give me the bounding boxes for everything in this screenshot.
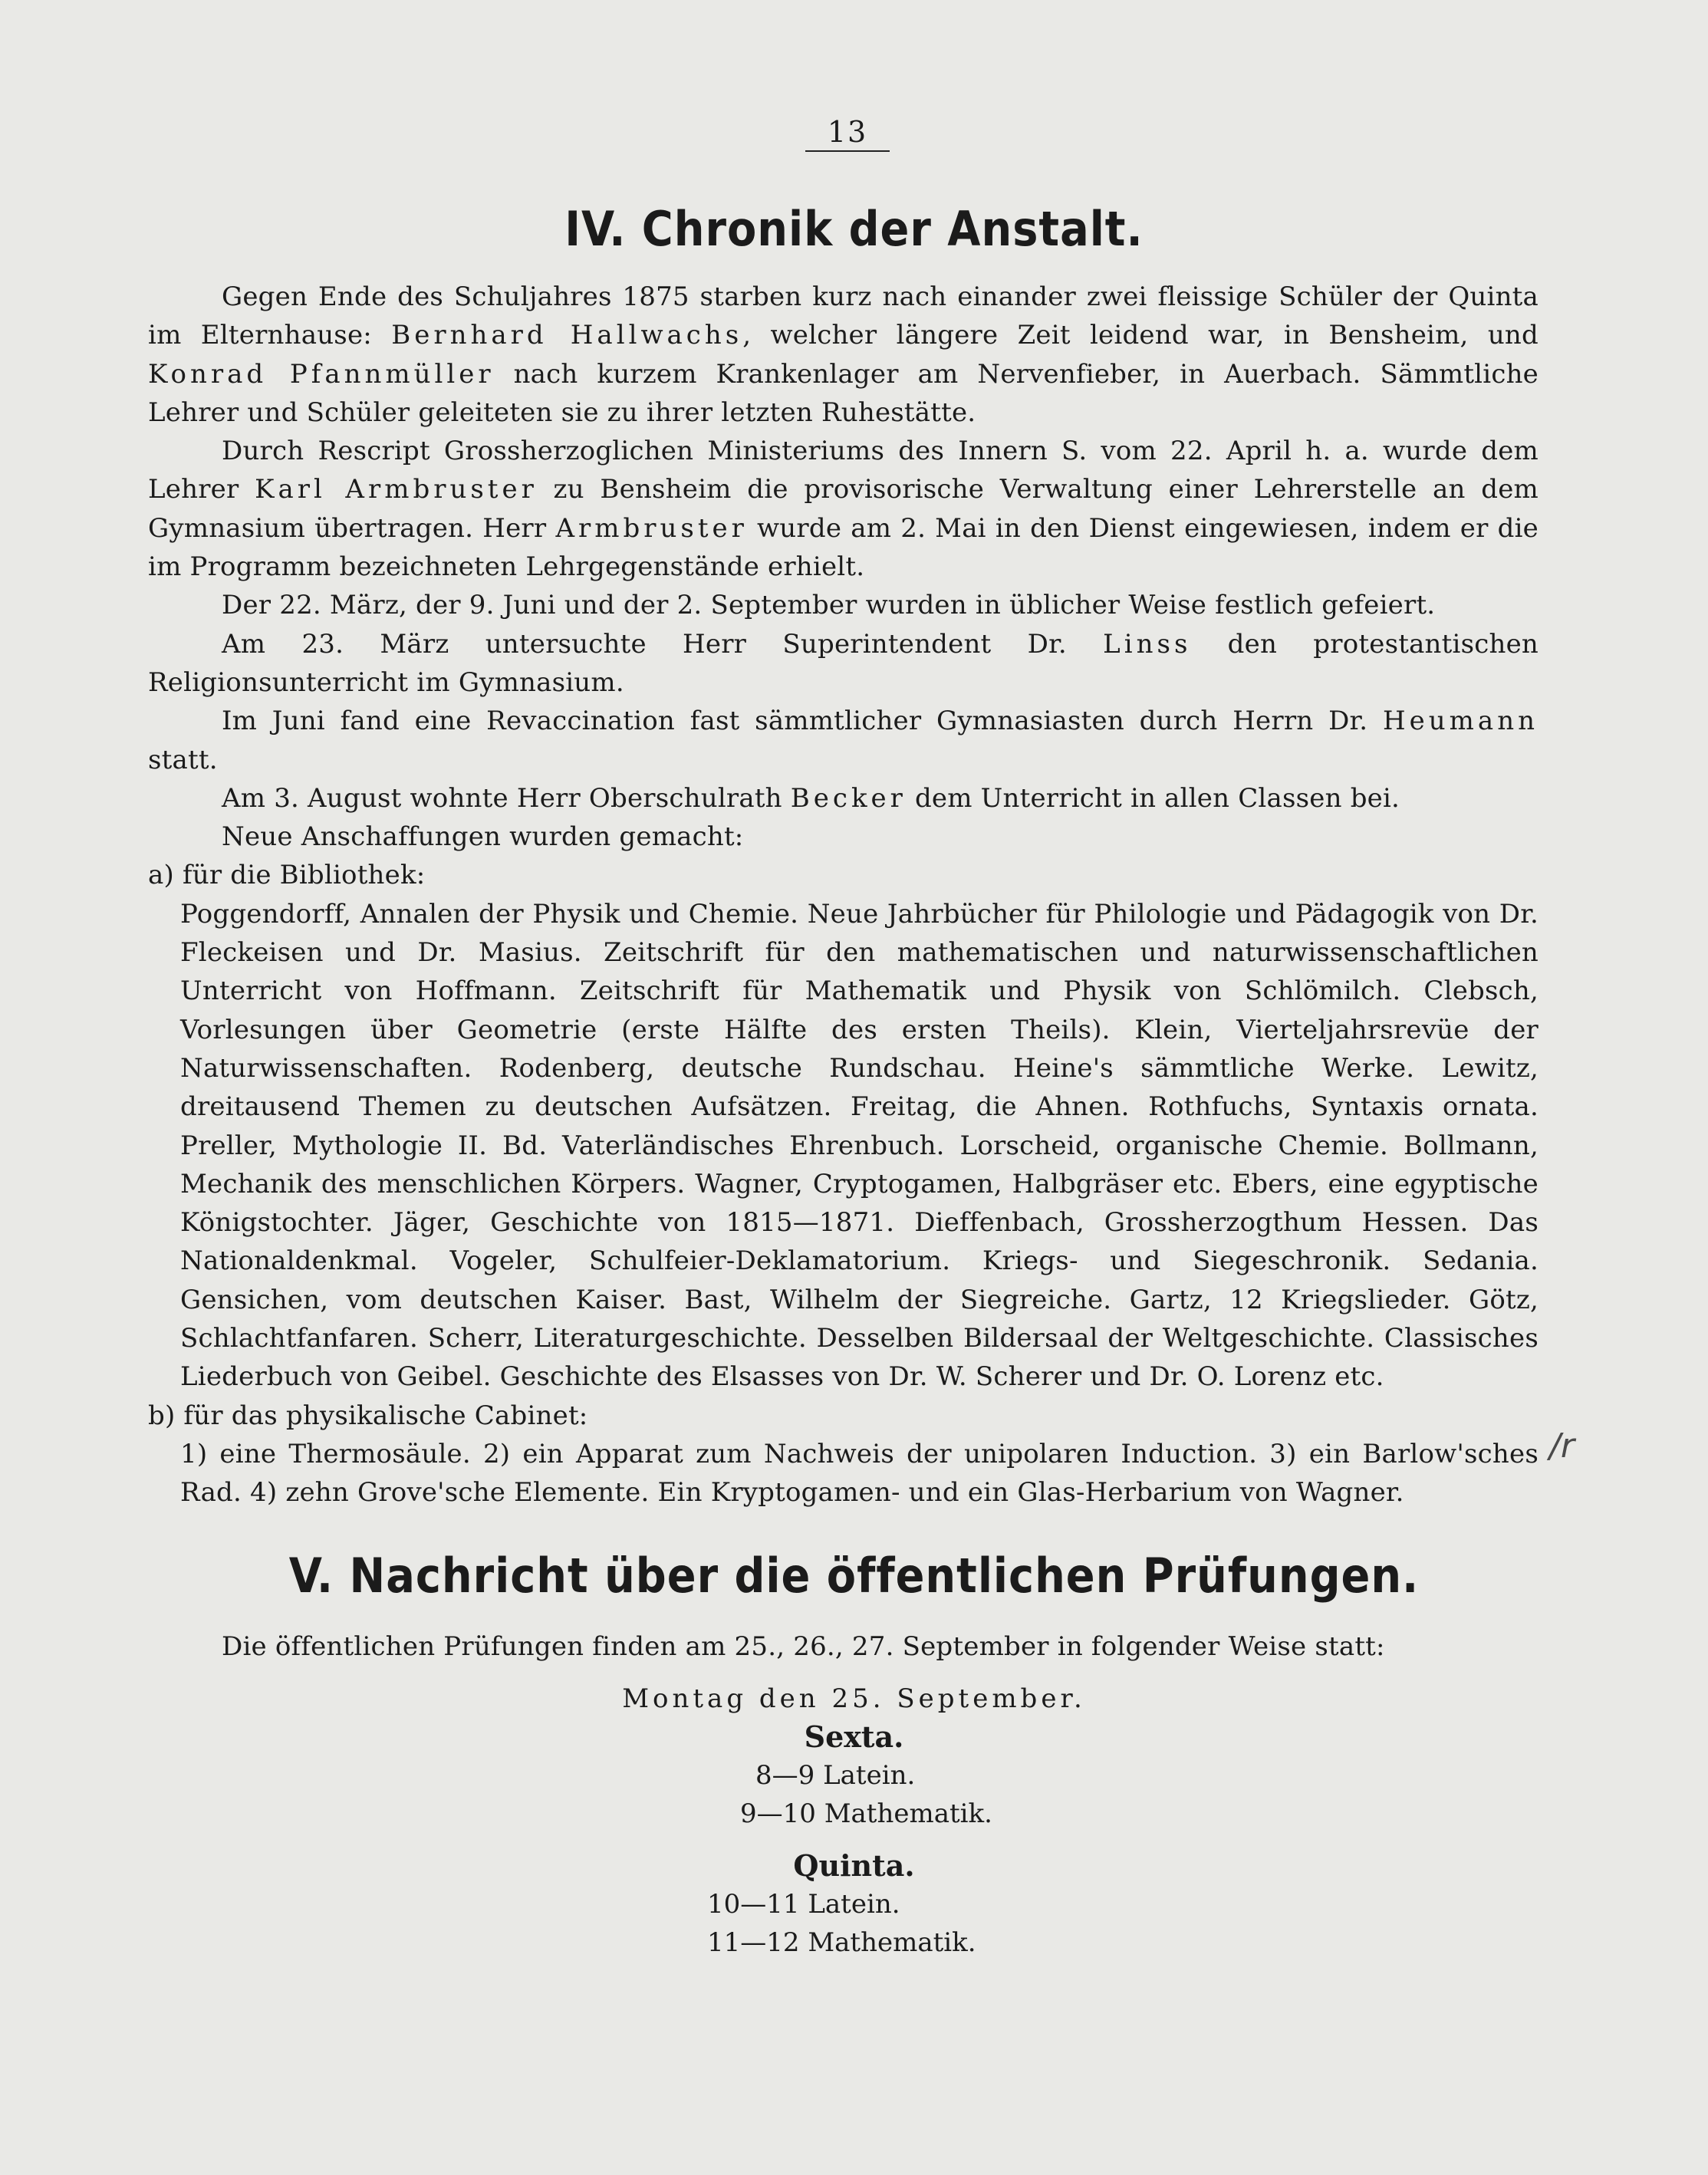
exam-schedule (0, 1680, 1708, 1962)
list-label-library: a) für die Bibliothek: (148, 860, 426, 891)
person-name: Armbruster (555, 512, 748, 544)
exam-day: Montag den 25. September. (622, 1683, 1086, 1714)
exam-item: 11—12 Mathematik. (707, 1927, 976, 1958)
library-acquisitions: Poggendorff, Annalen der Physik und Chemie. Neue Jahrbücher für Philologie und Pädagogik von Dr. Fleckeisen und Dr. Masius. Zeitschrift für den mathematischen und naturwissenschaftlichen Unterricht von Hoffmann. Zeitschrift für Mathematik und Physik von Schlömilch. Clebsch, Vorlesungen über Geometrie (erste Hälfte des ersten Theils). Klein, Vierteljahrsrevüe der Naturwissenschaften. Rodenberg, deutsche Rundschau. Heine's sämmtliche Werke. Lewitz, dreitausend Themen zu deutschen Aufsätzen. Freitag, die Ahnen. Rothfuchs, Syntaxis ornata. Preller, Mythologie II. Bd. Vaterländisches Ehrenbuch. Lorscheid, organische Chemie. Bollmann, Mechanik des menschlichen Körpers. Wagner, Cryptogamen, Halbgräser etc. Ebers, eine egyptische Königstochter. Jäger, Geschichte von 1815—1871. Dieffenbach, Grossherzogthum Hessen. Das Nationaldenkmal. Vogeler, Schulfeier-Deklamatorium. Kriegs- und Siegeschronik. Sedania. Gensichen, vom deutschen Kaiser. Bast, Wilhelm der Siegreiche. Gartz, 12 Kriegslieder. Götz, Schlachtfanfaren. Scherr, Literaturgeschichte. Desselben Bildersaal der Weltgeschichte. Classisches Liederbuch von Geibel. Geschichte des Elsasses von Dr. W. Scherer und Dr. O. Lorenz etc. (180, 898, 1539, 1393)
person-name: Bernhard Hallwachs (391, 320, 743, 351)
cabinet-acquisitions: 1) eine Thermosäule. 2) ein Apparat zum Nachweis der unipolaren Induction. 3) ein Barlow'sches Rad. 4) zehn Grove'sche Elemente. Ein Kryptogamen- und ein Glas-Herbarium von Wagner. (180, 1438, 1539, 1509)
exam-item: 8—9 Latein. (755, 1760, 916, 1791)
person-name: Karl Armbruster (255, 474, 538, 505)
page-number: 13 (805, 115, 890, 152)
exam-item: 10—11 Latein. (707, 1889, 900, 1920)
class-name: Sexta. (804, 1719, 904, 1754)
section-5-title: V. Nachricht über die öffentlichen Prüfungen. (288, 1548, 1420, 1604)
paragraph-revaccination: Im Juni fand eine Revaccination fast sämmtlicher Gymnasiasten durch Herrn Dr. Heumann statt. (148, 706, 1539, 775)
person-name: Konrad Pfannmüller (148, 358, 495, 390)
exam-item: 9—10 Mathematik. (740, 1798, 992, 1829)
section-4-title: IV. Chronik der Anstalt. (564, 201, 1144, 257)
exam-intro: Die öffentlichen Prüfungen finden am 25., 26., 27. September in folgender Weise statt: (222, 1631, 1385, 1662)
chronik-body (148, 278, 1539, 1512)
paragraph-visit: Am 3. August wohnte Herr Oberschulrath Becker dem Unterricht in allen Classen bei. (222, 782, 1400, 814)
paragraph-inspection: Am 23. März untersuchte Herr Superintendent Dr. Linss den protestantischen Religionsunterricht im Gymnasium. (148, 628, 1539, 698)
list-label-cabinet: b) für das physikalische Cabinet: (148, 1400, 588, 1431)
paragraph-holidays: Der 22. März, der 9. Juni und der 2. September wurden in üblicher Weise festlich gefeiert. (222, 590, 1436, 621)
class-name: Quinta. (793, 1848, 915, 1883)
person-name: Heumann (1383, 706, 1539, 737)
paragraph-rescript: Durch Rescript Grossherzoglichen Ministeriums des Innern S. vom 22. April h. a. wurde dem Lehrer Karl Armbruster zu Bensheim die provisorische Verwaltung einer Lehrerstelle an dem Gymnasium übertragen. Herr Armbruster wurde am 2. Mai in den Dienst eingewiesen, indem er die im Programm bezeichneten Lehrgegenstände erhielt. (148, 436, 1539, 583)
paragraph-acquisitions: Neue Anschaffungen wurden gemacht: (222, 821, 744, 853)
paragraph-deaths: Gegen Ende des Schuljahres 1875 starben kurz nach einander zwei fleissige Schüler der Quinta im Elternhause: Bernhard Hallwachs, welcher längere Zeit leidend war, in Bensheim, und Konrad Pfannmüller nach kurzem Krankenlager am Nervenfieber, in Auerbach. Sämmtliche Lehrer und Schüler geleiteten sie zu ihrer letzten Ruhestätte. (148, 281, 1539, 428)
margin-note: /r (1549, 1426, 1575, 1466)
person-name: Linss (1103, 628, 1192, 660)
person-name: Becker (790, 782, 907, 814)
exam-intro-block (148, 1627, 1539, 1666)
